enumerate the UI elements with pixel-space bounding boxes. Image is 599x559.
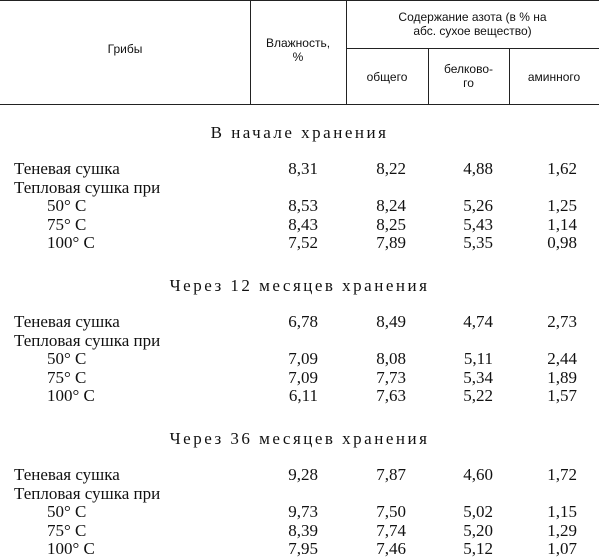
moisture-value: 8,31 — [288, 159, 318, 178]
row-label: 100° С — [47, 233, 95, 252]
protein-nitrogen-value: 5,26 — [463, 196, 493, 215]
row-label: Теневая сушка — [14, 159, 120, 178]
table-row — [0, 160, 599, 178]
moisture-value: 7,52 — [288, 233, 318, 252]
amino-nitrogen-value: 0,98 — [547, 233, 577, 252]
amino-nitrogen-value: 1,07 — [547, 539, 577, 558]
header-top-rule — [0, 0, 599, 1]
table-header — [0, 0, 599, 104]
section-title: В начале хранения — [210, 123, 389, 142]
protein-nitrogen-value: 5,22 — [463, 386, 493, 405]
total-nitrogen-value: 7,73 — [376, 367, 406, 387]
header-amino: аминного — [527, 70, 581, 84]
moisture-value: 8,39 — [288, 520, 318, 540]
total-nitrogen-value: 8,49 — [376, 312, 406, 331]
amino-nitrogen-value: 2,44 — [547, 349, 577, 368]
row-label: 50° С — [47, 196, 87, 215]
row-label: 100° С — [47, 539, 95, 558]
amino-nitrogen-value: 1,57 — [547, 386, 577, 405]
protein-nitrogen-value: 4,74 — [463, 312, 493, 331]
amino-nitrogen-value: 1,25 — [547, 196, 577, 215]
header-mushrooms: Грибы — [107, 42, 143, 56]
amino-nitrogen-value: 1,72 — [547, 465, 577, 484]
row-label: 100° С — [47, 386, 95, 405]
header-mid-rule — [346, 48, 599, 49]
amino-nitrogen-value: 1,15 — [547, 502, 577, 521]
amino-nitrogen-value: 1,89 — [547, 367, 577, 387]
table-row — [0, 197, 599, 215]
row-label: 50° С — [47, 349, 87, 368]
row-label: Тепловая сушка при — [14, 483, 161, 503]
total-nitrogen-value: 8,25 — [376, 214, 406, 234]
table-row — [0, 179, 599, 197]
header-total: общего — [366, 70, 408, 84]
protein-nitrogen-value: 4,88 — [463, 159, 493, 178]
table-row — [0, 234, 599, 252]
table-row — [0, 369, 599, 387]
row-label: Теневая сушка — [14, 312, 120, 331]
table-row — [0, 350, 599, 368]
total-nitrogen-value: 7,89 — [376, 233, 406, 252]
moisture-value: 9,73 — [288, 502, 318, 521]
moisture-value: 7,09 — [288, 349, 318, 368]
row-label: Тепловая сушка при — [14, 330, 161, 350]
protein-nitrogen-value: 4,60 — [463, 465, 493, 484]
total-nitrogen-value: 7,74 — [376, 520, 406, 540]
protein-nitrogen-value: 5,11 — [463, 349, 493, 368]
moisture-value: 7,09 — [288, 367, 318, 387]
total-nitrogen-value: 8,24 — [376, 196, 406, 215]
section-title: Через 12 месяцев хранения — [169, 276, 430, 295]
row-label: 75° С — [47, 520, 87, 540]
total-nitrogen-value: 7,87 — [376, 465, 406, 484]
protein-nitrogen-value: 5,20 — [463, 520, 493, 540]
row-label: 75° С — [47, 214, 87, 234]
amino-nitrogen-value: 2,73 — [547, 312, 577, 331]
table-row — [0, 485, 599, 503]
row-label: Теневая сушка — [14, 465, 120, 484]
header-moisture: Влажность, % — [265, 36, 331, 64]
table-row — [0, 466, 599, 484]
header-bottom-rule — [0, 104, 599, 105]
protein-nitrogen-value: 5,43 — [463, 214, 493, 234]
amino-nitrogen-value: 1,62 — [547, 159, 577, 178]
moisture-value: 8,43 — [288, 214, 318, 234]
protein-nitrogen-value: 5,35 — [463, 233, 493, 252]
section-title: Через 36 месяцев хранения — [169, 429, 430, 448]
total-nitrogen-value: 8,08 — [376, 349, 406, 368]
table-row — [0, 387, 599, 405]
moisture-value: 8,53 — [288, 196, 318, 215]
table-row — [0, 503, 599, 521]
protein-nitrogen-value: 5,02 — [463, 502, 493, 521]
total-nitrogen-value: 7,63 — [376, 386, 406, 405]
row-label: 75° С — [47, 367, 87, 387]
protein-nitrogen-value: 5,12 — [463, 539, 493, 558]
moisture-value: 7,95 — [288, 539, 318, 558]
moisture-value: 9,28 — [288, 465, 318, 484]
table-row — [0, 522, 599, 540]
amino-nitrogen-value: 1,14 — [547, 214, 577, 234]
header-protein: белково- го — [444, 62, 493, 90]
total-nitrogen-value: 7,50 — [376, 502, 406, 521]
row-label: 50° С — [47, 502, 87, 521]
table-row — [0, 313, 599, 331]
amino-nitrogen-value: 1,29 — [547, 520, 577, 540]
table-row — [0, 540, 599, 558]
row-label: Тепловая сушка при — [14, 177, 161, 197]
protein-nitrogen-value: 5,34 — [463, 367, 493, 387]
header-nitrogen: Содержание азота (в % на абс. сухое вещество) — [398, 10, 547, 38]
table-row — [0, 216, 599, 234]
moisture-value: 6,78 — [288, 312, 318, 331]
total-nitrogen-value: 7,46 — [376, 539, 406, 558]
moisture-value: 6,11 — [288, 386, 318, 405]
table-row — [0, 332, 599, 350]
total-nitrogen-value: 8,22 — [376, 159, 406, 178]
